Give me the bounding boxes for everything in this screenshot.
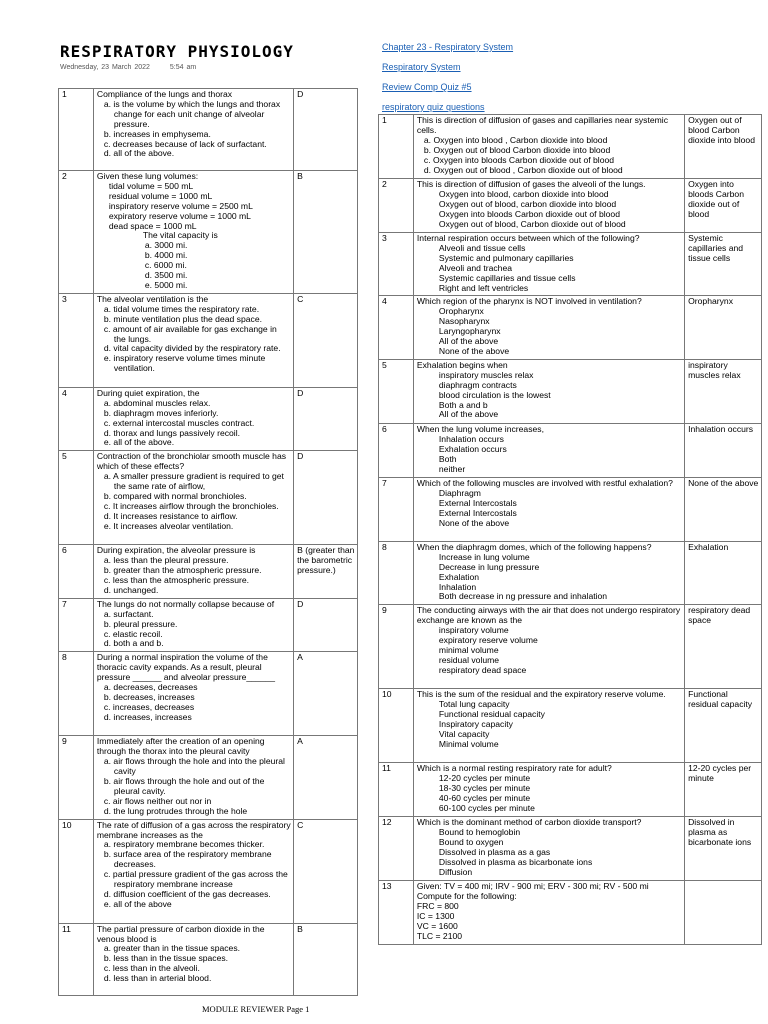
question-row <box>59 387 358 450</box>
question-text: Which of the following muscles are involved with restful exhalation? <box>416 477 673 488</box>
answer-option: a. air flows through the hole and into the pleural cavity <box>103 756 285 777</box>
answer-cell <box>685 881 762 944</box>
question-text-cell <box>413 296 684 359</box>
question-text: When the lung volume increases, <box>416 423 544 434</box>
answer-cell: 12-20 cycles per minute <box>685 763 762 817</box>
answer-option: Diaphragm <box>438 487 481 498</box>
question-number: 1 <box>379 115 414 179</box>
question-text: This is direction of diffusion of gases the alveoli of the lungs. <box>416 179 646 189</box>
answer-cell: Functional residual capacity <box>685 689 762 763</box>
answer-option: Functional residual capacity <box>438 709 545 720</box>
answer-option: Both a and b <box>438 399 488 410</box>
answer-option: b. surface area of the respiratory membrane decreases. <box>103 849 272 870</box>
question-number: 5 <box>59 451 94 545</box>
question-number: 5 <box>379 359 414 423</box>
question-row <box>379 881 762 944</box>
answer-option: 60-100 cycles per minute <box>438 802 535 813</box>
answer-option: b. Oxygen out of blood Carbon dioxide into blood <box>423 144 611 155</box>
question-text: During a normal inspiration the volume of the thoracic cavity expands. As a result, pleural pressure ______ and alveolar pressure______ <box>96 652 276 683</box>
answer-option: Vital capacity <box>438 728 490 739</box>
answer-option: minimal volume <box>438 644 499 655</box>
question-row <box>379 605 762 689</box>
answer-option: b. diaphragm moves inferiorly. <box>103 407 219 418</box>
left-question-table <box>58 88 358 996</box>
question-text-cell <box>93 652 293 736</box>
question-row <box>379 179 762 233</box>
question-row <box>379 233 762 296</box>
answer-option: c. increases, decreases <box>103 701 195 712</box>
question-number: 13 <box>379 881 414 944</box>
question-text-cell <box>93 736 293 819</box>
answer-option: e. 5000 mi. <box>144 279 188 290</box>
answer-option: Inspiratory capacity <box>438 719 513 730</box>
question-row <box>59 598 358 652</box>
question-number: 7 <box>379 477 414 541</box>
question-text-cell <box>93 293 293 387</box>
question-text: During quiet expiration, the <box>96 387 200 398</box>
answer-option: inspiratory volume <box>438 625 509 636</box>
question-text: During expiration, the alveolar pressure is <box>96 545 256 556</box>
question-row <box>379 817 762 881</box>
question-text: Which region of the pharynx is NOT involved in ventilation? <box>416 296 642 307</box>
question-number: 4 <box>379 296 414 359</box>
answer-option: d. thorax and lungs passively recoil. <box>103 427 240 438</box>
answer-option: b. greater than the atmospheric pressure. <box>103 565 262 576</box>
question-text: Internal respiration occurs between which of the following? <box>416 233 640 243</box>
answer-option: a. decreases, decreases <box>103 682 198 693</box>
question-number: 3 <box>59 293 94 387</box>
answer-option: Alveoli and trachea <box>438 262 512 273</box>
question-text-cell <box>413 423 684 477</box>
answer-option: Oxygen into blood, carbon dioxide into blood <box>438 188 609 199</box>
link-review-comp-quiz[interactable]: Review Comp Quiz #5 <box>382 82 472 92</box>
question-row <box>59 89 358 171</box>
answer-option: neither <box>438 463 466 474</box>
question-row <box>59 545 358 599</box>
question-text: Compliance of the lungs and thorax <box>96 89 233 99</box>
question-row <box>59 451 358 545</box>
question-text: TLC = 2100 <box>416 930 463 941</box>
question-number: 2 <box>59 171 94 294</box>
question-row <box>379 689 762 763</box>
question-row <box>59 293 358 387</box>
answer-option: All of the above <box>438 409 499 420</box>
question-text-cell <box>413 881 684 944</box>
answer-cell: Inhalation occurs <box>685 423 762 477</box>
answer-option: Exhalation <box>438 571 480 582</box>
question-number: 9 <box>59 736 94 819</box>
date-text: Wednesday, 23 March 2022 <box>60 64 150 71</box>
answer-cell: C <box>294 819 358 923</box>
question-text: Given these lung volumes: <box>96 171 199 181</box>
answer-option: a. less than the pleural pressure. <box>103 555 229 566</box>
question-row <box>379 115 762 179</box>
answer-option: Oxygen out of blood, Carbon dioxide out of blood <box>438 218 626 229</box>
question-text-cell <box>413 817 684 881</box>
answer-option: e. all of the above <box>103 898 172 909</box>
answer-option: c. elastic recoil. <box>103 628 163 639</box>
answer-option: b. air flows through the hole and out of the pleural cavity. <box>103 776 265 796</box>
answer-option: b. minute ventilation plus the dead space. <box>103 313 262 324</box>
question-text: The alveolar ventilation is the <box>96 293 209 304</box>
question-row <box>379 296 762 359</box>
question-text: Exhalation begins when <box>416 359 508 370</box>
page-date <box>60 64 216 71</box>
answer-option: a. is the volume by which the lungs and thorax change for each unit change of alveolar pressure. <box>103 98 281 129</box>
question-number: 7 <box>59 598 94 652</box>
answer-option: c. It increases airflow through the bronchioles. <box>103 500 279 511</box>
answer-option: b. increases in emphysema. <box>103 128 211 139</box>
answer-cell: None of the above <box>685 477 762 541</box>
answer-option: d. vital capacity divided by the respiratory rate. <box>103 343 281 354</box>
question-number: 8 <box>379 541 414 604</box>
given-value: residual volume = 1000 mL <box>108 190 213 201</box>
question-row <box>59 736 358 819</box>
question-text: The rate of diffusion of a gas across the respiratory membrane increases as the <box>96 819 291 840</box>
answer-option: Bound to hemoglobin <box>438 827 521 838</box>
answer-option: Alveoli and tissue cells <box>438 242 526 253</box>
question-text-cell <box>93 89 293 171</box>
answer-option: expiratory reserve volume <box>438 635 538 646</box>
question-text-cell <box>413 115 684 179</box>
answer-option: Systemic capillaries and tissue cells <box>438 272 576 283</box>
answer-cell: respiratory dead space <box>685 605 762 689</box>
right-question-table <box>378 114 762 945</box>
answer-option: Total lung capacity <box>438 699 510 710</box>
question-number: 11 <box>379 763 414 817</box>
link-list <box>382 42 513 116</box>
answer-option: d. all of the above. <box>103 148 175 159</box>
answer-option: Nasopharynx <box>438 316 490 327</box>
question-number: 9 <box>379 605 414 689</box>
answer-option: c. less than the atmospheric pressure. <box>103 575 250 586</box>
answer-option: Right and left ventricles <box>438 282 529 293</box>
answer-cell: Oxygen into bloods Carbon dioxide out of blood <box>685 179 762 233</box>
question-number: 6 <box>379 423 414 477</box>
answer-option: c. decreases because of lack of surfactant. <box>103 138 267 149</box>
question-text: Immediately after the creation of an opening through the thorax into the pleural cavity <box>96 736 265 757</box>
given-value: dead space = 1000 mL <box>108 220 197 231</box>
question-text: Compute for the following: <box>416 891 517 902</box>
question-number: 2 <box>379 179 414 233</box>
answer-option: c. external intercostal muscles contract. <box>103 417 255 428</box>
answer-option: 12-20 cycles per minute <box>438 773 531 784</box>
answer-option: d. unchanged. <box>103 584 159 595</box>
question-row <box>59 819 358 923</box>
question-text-cell <box>413 233 684 296</box>
answer-option: Increase in lung volume <box>438 551 530 562</box>
question-text: The partial pressure of carbon dioxide in the venous blood is <box>96 923 265 944</box>
question-text: This is direction of diffusion of gases and capillaries near systemic cells. <box>416 115 668 135</box>
question-text: The conducting airways with the air that does not undergo respiratory exchange are known as the <box>416 605 681 626</box>
question-text-cell <box>93 451 293 545</box>
question-text: The lungs do not normally collapse because of <box>96 598 275 609</box>
answer-option: None of the above <box>438 517 510 528</box>
question-row <box>59 171 358 294</box>
question-text: IC = 1300 <box>416 911 455 922</box>
answer-option: b. compared with normal bronchioles. <box>103 490 247 501</box>
question-number: 10 <box>379 689 414 763</box>
answer-option: All of the above <box>438 336 499 347</box>
question-number: 12 <box>379 817 414 881</box>
question-text-cell <box>93 545 293 599</box>
answer-option: a. greater than in the tissue spaces. <box>103 943 241 954</box>
question-number: 8 <box>59 652 94 736</box>
answer-option: blood circulation is the lowest <box>438 389 551 400</box>
answer-option: c. less than in the alveoli. <box>103 963 200 974</box>
answer-option: None of the above <box>438 345 510 356</box>
answer-option: d. diffusion coefficient of the gas decreases. <box>103 888 271 899</box>
answer-option: Minimal volume <box>438 738 499 749</box>
question-text-cell <box>93 387 293 450</box>
question-text-cell <box>413 477 684 541</box>
answer-option: Diffusion <box>438 866 473 877</box>
answer-option: 40-60 cycles per minute <box>438 793 531 804</box>
answer-option: Laryngopharynx <box>438 326 501 337</box>
answer-option: External Intercostals <box>438 497 517 508</box>
question-number: 1 <box>59 89 94 171</box>
answer-option: Inhalation <box>438 581 477 592</box>
question-number: 11 <box>59 923 94 995</box>
question-text: Which is a normal resting respiratory rate for adult? <box>416 763 612 774</box>
question-row <box>379 359 762 423</box>
given-value: inspiratory reserve volume = 2500 mL <box>108 200 253 211</box>
answer-cell: D <box>294 598 358 652</box>
answer-option: respiratory dead space <box>438 664 527 675</box>
answer-option: e. inspiratory reserve volume times minute ventilation. <box>103 353 266 374</box>
answer-option: Exhalation occurs <box>438 443 507 454</box>
answer-cell: Exhalation <box>685 541 762 604</box>
answer-option: e. all of the above. <box>103 437 175 448</box>
answer-cell: C <box>294 293 358 387</box>
question-text-cell <box>413 359 684 423</box>
answer-option: c. partial pressure gradient of the gas across the respiratory membrane increase <box>103 869 288 890</box>
answer-cell: A <box>294 736 358 819</box>
question-text-cell <box>413 689 684 763</box>
question-text-cell <box>93 923 293 995</box>
question-text: FRC = 800 <box>416 901 459 912</box>
answer-option: a. surfactant. <box>103 608 154 619</box>
question-text: Contraction of the bronchiolar smooth muscle has which of these effects? <box>96 451 287 472</box>
given-value: tidal volume = 500 mL <box>108 180 194 191</box>
answer-cell: A <box>294 652 358 736</box>
answer-option: 18-30 cycles per minute <box>438 783 531 794</box>
answer-option: Bound to oxygen <box>438 837 504 848</box>
answer-option: Dissolved in plasma as a gas <box>438 847 551 858</box>
question-number: 10 <box>59 819 94 923</box>
question-number: 4 <box>59 387 94 450</box>
answer-cell: B <box>294 171 358 294</box>
question-row <box>379 423 762 477</box>
answer-option: inspiratory muscles relax <box>438 369 534 380</box>
question-number: 6 <box>59 545 94 599</box>
answer-option: Decrease in lung pressure <box>438 561 540 572</box>
answer-option: b. 4000 mi. <box>144 250 188 261</box>
question-row <box>379 763 762 817</box>
question-text: Given: TV = 400 mi; IRV - 900 mi; ERV - 300 mi; RV - 500 mi <box>416 881 649 892</box>
answer-option: d. the lung protrudes through the hole <box>103 805 248 816</box>
answer-option: Dissolved in plasma as bicarbonate ions <box>438 856 593 867</box>
answer-cell: D <box>294 387 358 450</box>
answer-cell: B (greater than the barometric pressure.) <box>294 545 358 599</box>
answer-option: d. increases, increases <box>103 711 192 722</box>
answer-cell: Dissolved in plasma as bicarbonate ions <box>685 817 762 881</box>
question-text-cell <box>413 179 684 233</box>
question-text-cell <box>93 598 293 652</box>
given-value: expiratory reserve volume = 1000 mL <box>108 210 251 221</box>
answer-cell: B <box>294 923 358 995</box>
link-respiratory-quiz-questions[interactable]: respiratory quiz questions <box>382 102 485 112</box>
question-text-cell <box>413 541 684 604</box>
answer-option: b. decreases, increases <box>103 692 195 702</box>
answer-cell: Oropharynx <box>685 296 762 359</box>
answer-option: diaphragm contracts <box>438 379 517 390</box>
answer-option: c. 6000 mi. <box>144 260 187 271</box>
answer-option: Inhalation occurs <box>438 433 504 444</box>
question-text: This is the sum of the residual and the expiratory reserve volume. <box>416 689 666 700</box>
answer-option: residual volume <box>438 654 500 665</box>
answer-option: a. respiratory membrane becomes thicker. <box>103 839 265 850</box>
question-text-cell <box>93 819 293 923</box>
question-text: When the diaphragm domes, which of the following happens? <box>416 541 652 552</box>
answer-option: a. abdominal muscles relax. <box>103 397 211 408</box>
answer-option: Oropharynx <box>438 306 484 317</box>
answer-option: d. It increases resistance to airflow. <box>103 510 238 521</box>
answer-cell: Oxygen out of blood Carbon dioxide into blood <box>685 115 762 179</box>
answer-option: e. It increases alveolar ventilation. <box>103 520 234 531</box>
answer-option: c. amount of air available for gas exchange in the lungs. <box>103 323 277 344</box>
answer-option: Oxygen into bloods Carbon dioxide out of blood <box>438 208 620 219</box>
question-number: 3 <box>379 233 414 296</box>
question-text-cell <box>413 605 684 689</box>
link-respiratory-system[interactable]: Respiratory System <box>382 62 461 72</box>
answer-option: d. less than in arterial blood. <box>103 973 212 984</box>
answer-option: a. 3000 mi. <box>144 240 188 251</box>
page-title: RESPIRATORY PHYSIOLOGY <box>60 42 294 61</box>
answer-option: c. Oxygen into bloods Carbon dioxide out of blood <box>423 154 615 165</box>
answer-cell: D <box>294 89 358 171</box>
answer-option: d. both a and b. <box>103 638 164 649</box>
answer-cell: inspiratory muscles relax <box>685 359 762 423</box>
answer-option: Both decrease in ng pressure and inhalation <box>438 591 608 602</box>
answer-option: b. less than in the tissue spaces. <box>103 953 229 964</box>
question-row <box>59 923 358 995</box>
question-row <box>379 477 762 541</box>
question-row <box>379 541 762 604</box>
answer-option: a. A smaller pressure gradient is required to get the same rate of airflow, <box>103 471 284 492</box>
answer-option: Oxygen out of blood, carbon dioxide into blood <box>438 198 617 209</box>
question-text: Which is the dominant method of carbon dioxide transport? <box>416 817 642 828</box>
answer-option: a. Oxygen into blood , Carbon dioxide into blood <box>423 134 608 145</box>
answer-option: b. pleural pressure. <box>103 618 178 629</box>
answer-cell: D <box>294 451 358 545</box>
question-text: VC = 1600 <box>416 920 458 931</box>
link-chapter-23[interactable]: Chapter 23 - Respiratory System <box>382 42 514 52</box>
answer-option: a. tidal volume times the respiratory rate. <box>103 303 260 314</box>
question-text-cell <box>413 763 684 817</box>
answer-option: External Intercostals <box>438 507 517 518</box>
page-footer: MODULE REVIEWER Page 1 <box>202 1004 310 1014</box>
question-prompt: The vital capacity is <box>142 230 218 241</box>
answer-option: d. Oxygen out of blood , Carbon dioxide out of blood <box>423 164 623 175</box>
answer-cell: Systemic capillaries and tissue cells <box>685 233 762 296</box>
answer-option: Both <box>438 453 457 464</box>
question-text-cell <box>93 171 293 294</box>
answer-option: d. 3500 mi. <box>144 270 188 281</box>
answer-option: c. air flows neither out nor in <box>103 795 212 806</box>
time-text: 5:54 am <box>169 64 197 71</box>
question-row <box>59 652 358 736</box>
answer-option: Systemic and pulmonary capillaries <box>438 252 574 263</box>
